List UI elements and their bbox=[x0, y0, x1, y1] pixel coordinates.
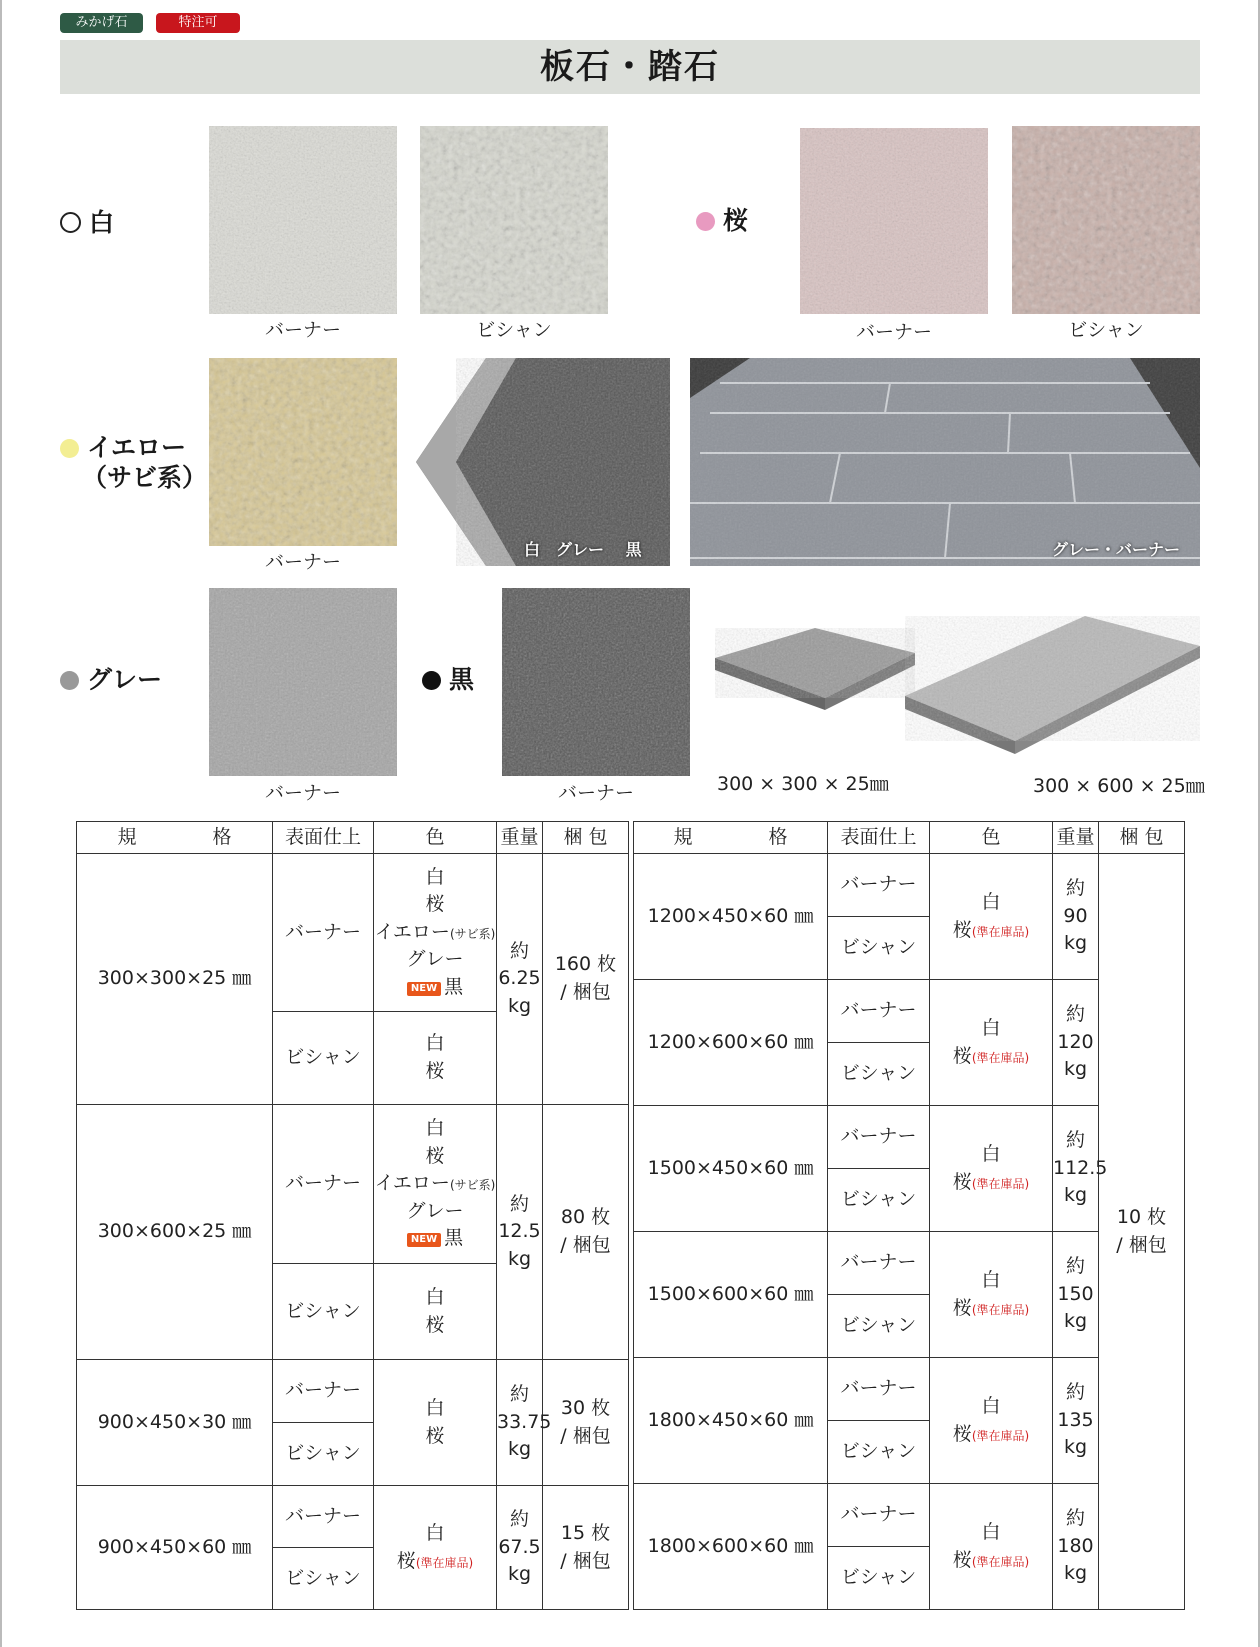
sakura-bishan-caption: ビシャン bbox=[1068, 319, 1144, 341]
page-border-left bbox=[0, 0, 2, 1647]
size-cell: 1200×450×60 ㎜ bbox=[634, 854, 828, 980]
pavement-photo bbox=[690, 358, 1200, 566]
size-cell: 1500×600×60 ㎜ bbox=[634, 1232, 828, 1358]
weight-cell: 約 120 kg bbox=[1053, 980, 1099, 1106]
slab-large-dimension: 300 × 600 × 25㎜ bbox=[1033, 775, 1205, 797]
size-cell: 300×300×25 ㎜ bbox=[77, 854, 273, 1105]
size-cell: 1800×450×60 ㎜ bbox=[634, 1358, 828, 1484]
finish-cell: ビシャン bbox=[828, 1295, 930, 1358]
corner-sample-overlay: 白 グレー 黒 bbox=[524, 540, 642, 559]
spec-table-left bbox=[76, 821, 629, 1610]
finish-cell: バーナー bbox=[828, 854, 930, 917]
sakura-burner-swatch bbox=[800, 128, 988, 314]
white-dot-icon bbox=[60, 212, 81, 233]
black-burner-swatch bbox=[502, 588, 690, 776]
size-cell: 900×450×30 ㎜ bbox=[77, 1360, 273, 1486]
finish-cell: バーナー bbox=[828, 1358, 930, 1421]
color-cell: 白 桜(準在庫品) bbox=[930, 854, 1053, 980]
weight-cell: 約 150 kg bbox=[1053, 1232, 1099, 1358]
color-cell: 白 桜 bbox=[374, 1264, 497, 1360]
sakura-bishan-swatch bbox=[1012, 126, 1200, 314]
yellow-dot-icon bbox=[60, 439, 79, 458]
white-burner-swatch bbox=[209, 126, 397, 314]
finish-cell: ビシャン bbox=[828, 917, 930, 980]
pavement-overlay: グレー・バーナー bbox=[1052, 540, 1181, 559]
header-pack: 梱 包 bbox=[543, 822, 629, 854]
color-cell: 白 桜(準在庫品) bbox=[930, 980, 1053, 1106]
finish-cell: バーナー bbox=[273, 1105, 374, 1264]
finish-cell: バーナー bbox=[273, 854, 374, 1012]
sakura-burner-caption: バーナー bbox=[855, 321, 932, 343]
color-label-yellow: イエロー （サビ系） bbox=[60, 433, 207, 493]
finish-cell: バーナー bbox=[828, 980, 930, 1043]
color-label-gray: グレー bbox=[60, 665, 162, 695]
pack-cell: 10 枚 / 梱包 bbox=[1099, 854, 1185, 1610]
gray-dot-icon bbox=[60, 671, 79, 690]
color-label-black: 黒 bbox=[422, 665, 474, 695]
white-bishan-swatch bbox=[420, 126, 608, 314]
header-color: 色 bbox=[930, 822, 1053, 854]
finish-cell: バーナー bbox=[273, 1486, 374, 1548]
header-finish: 表面仕上 bbox=[273, 822, 374, 854]
color-cell: 白 桜(準在庫品) bbox=[930, 1106, 1053, 1232]
color-cell: 白 桜(準在庫品) bbox=[374, 1486, 497, 1610]
finish-cell: ビシャン bbox=[828, 1043, 930, 1106]
new-badge: NEW bbox=[407, 1233, 441, 1247]
white-burner-caption: バーナー bbox=[264, 319, 341, 341]
color-cell: 白 桜 bbox=[374, 1360, 497, 1486]
new-badge: NEW bbox=[407, 982, 441, 996]
slab-large-photo bbox=[905, 606, 1200, 776]
slab-small-dimension: 300 × 300 × 25㎜ bbox=[717, 773, 889, 795]
weight-cell: 約 90 kg bbox=[1053, 854, 1099, 980]
pack-cell: 15 枚 / 梱包 bbox=[543, 1486, 629, 1610]
pack-cell: 30 枚 / 梱包 bbox=[543, 1360, 629, 1486]
finish-cell: バーナー bbox=[273, 1360, 374, 1423]
weight-cell: 約 6.25 kg bbox=[497, 854, 543, 1105]
finish-cell: ビシャン bbox=[828, 1169, 930, 1232]
gray-burner-swatch bbox=[209, 588, 397, 776]
header-weight: 重量 bbox=[497, 822, 543, 854]
color-cell: 白 桜(準在庫品) bbox=[930, 1232, 1053, 1358]
finish-cell: バーナー bbox=[828, 1232, 930, 1295]
weight-cell: 約 12.5 kg bbox=[497, 1105, 543, 1360]
gray-burner-caption: バーナー bbox=[264, 782, 341, 804]
color-cell: 白 桜(準在庫品) bbox=[930, 1358, 1053, 1484]
size-cell: 1800×600×60 ㎜ bbox=[634, 1484, 828, 1610]
size-cell: 1200×600×60 ㎜ bbox=[634, 980, 828, 1106]
finish-cell: ビシャン bbox=[828, 1547, 930, 1610]
granite-tag: みかげ石 bbox=[60, 13, 143, 33]
finish-cell: ビシャン bbox=[273, 1264, 374, 1360]
finish-cell: バーナー bbox=[828, 1484, 930, 1547]
spec-table-right bbox=[633, 821, 1185, 1610]
color-label-white: 白 bbox=[60, 208, 114, 238]
finish-cell: ビシャン bbox=[828, 1421, 930, 1484]
size-cell: 1500×450×60 ㎜ bbox=[634, 1106, 828, 1232]
yellow-burner-caption: バーナー bbox=[264, 551, 341, 573]
corner-sample-photo bbox=[416, 358, 670, 566]
color-cell: 白 桜 イエロー(サビ系) グレー NEW 黒 bbox=[374, 854, 497, 1012]
weight-cell: 約 33.75 kg bbox=[497, 1360, 543, 1486]
size-cell: 300×600×25 ㎜ bbox=[77, 1105, 273, 1360]
black-burner-caption: バーナー bbox=[557, 782, 634, 804]
header-weight: 重量 bbox=[1053, 822, 1099, 854]
pack-cell: 160 枚 / 梱包 bbox=[543, 854, 629, 1105]
custom-order-tag: 特注可 bbox=[156, 13, 240, 33]
color-cell: 白 桜 bbox=[374, 1012, 497, 1105]
sakura-dot-icon bbox=[696, 212, 715, 231]
weight-cell: 約 135 kg bbox=[1053, 1358, 1099, 1484]
finish-cell: ビシャン bbox=[273, 1012, 374, 1105]
finish-cell: バーナー bbox=[828, 1106, 930, 1169]
finish-cell: ビシャン bbox=[273, 1423, 374, 1486]
weight-cell: 約 112.5 kg bbox=[1053, 1106, 1099, 1232]
yellow-burner-swatch bbox=[209, 358, 397, 546]
weight-cell: 約 67.5 kg bbox=[497, 1486, 543, 1610]
white-bishan-caption: ビシャン bbox=[476, 319, 552, 341]
header-spec: 規 格 bbox=[634, 822, 828, 854]
page-title: 板石・踏石 bbox=[60, 40, 1200, 94]
header-pack: 梱 包 bbox=[1099, 822, 1185, 854]
header-spec: 規 格 bbox=[77, 822, 273, 854]
header-finish: 表面仕上 bbox=[828, 822, 930, 854]
color-label-sakura: 桜 bbox=[696, 206, 748, 236]
finish-cell: ビシャン bbox=[273, 1548, 374, 1610]
slab-small-photo bbox=[715, 618, 915, 748]
size-cell: 900×450×60 ㎜ bbox=[77, 1486, 273, 1610]
black-dot-icon bbox=[422, 671, 441, 690]
pack-cell: 80 枚 / 梱包 bbox=[543, 1105, 629, 1360]
weight-cell: 約 180 kg bbox=[1053, 1484, 1099, 1610]
color-cell: 白 桜 イエロー(サビ系) グレー NEW 黒 bbox=[374, 1105, 497, 1264]
color-cell: 白 桜(準在庫品) bbox=[930, 1484, 1053, 1610]
header-color: 色 bbox=[374, 822, 497, 854]
